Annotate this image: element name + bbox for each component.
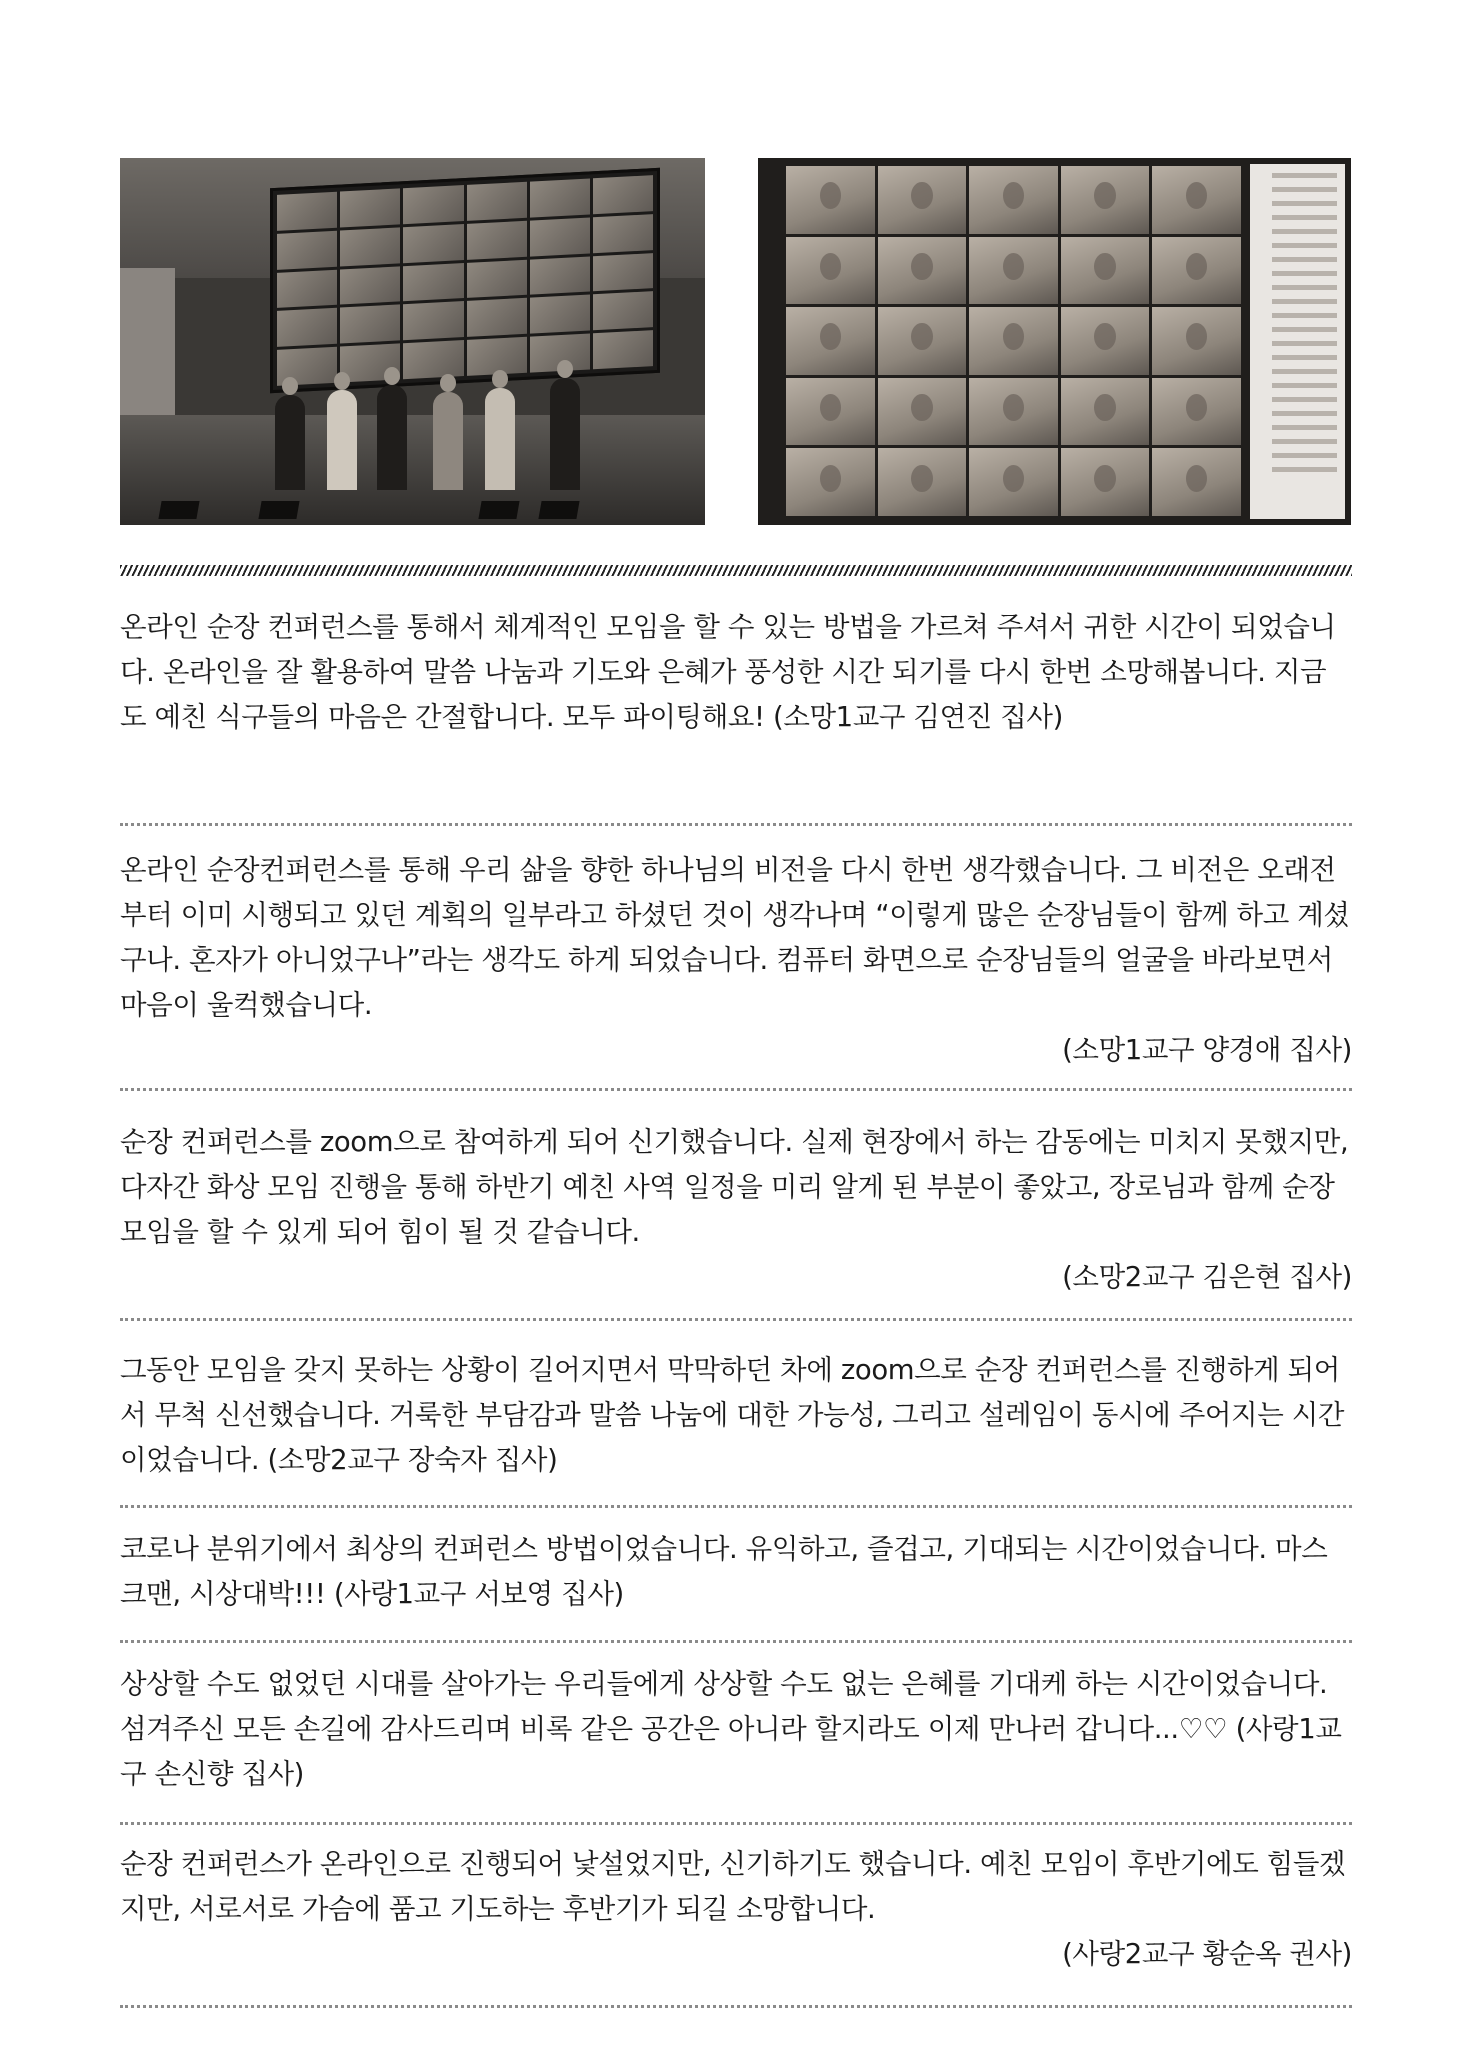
testimonial-text: 순장 컨퍼런스를 zoom으로 참여하게 되어 신기했습니다. 실제 현장에서 하는 감동에는 미치지 못했지만, 다자간 화상 모임 진행을 통해 하반기 예친 사역 일정을 미리 알게 된 부분이 좋았고, 장로님과 함께 순장 모임을 할 수 있게 되어 힘이 될 것 같습니다. <box>120 1126 1349 1248</box>
testimonial-text: 온라인 순장 컨퍼런스를 통해서 체계적인 모임을 할 수 있는 방법을 가르쳐 주셔서 귀한 시간이 되었습니다. 온라인을 잘 활용하여 말씀 나눔과 기도와 은혜가 풍성한 시간 되기를 다시 한번 소망해봅니다. 지금도 예친 식구들의 마음은 간절합니다. 모두 파이팅해요! (소망1교구 김연진 집사) <box>120 611 1336 733</box>
testimonial-attribution: (사랑2교구 황순옥 권사) <box>1062 1938 1352 1970</box>
zoom-photo <box>758 158 1351 525</box>
testimonial-text: 순장 컨퍼런스가 온라인으로 진행되어 낯설었지만, 신기하기도 했습니다. 예친 모임이 후반기에도 힘들겠지만, 서로서로 가슴에 품고 기도하는 후반기가 되길 소망합니다. <box>120 1848 1346 1925</box>
dotted-divider <box>120 1088 1352 1091</box>
stage-photo <box>120 158 705 525</box>
testimonial-text: 상상할 수도 없었던 시대를 살아가는 우리들에게 상상할 수도 없는 은혜를 기대케 하는 시간이었습니다. 섬겨주신 모든 손길에 감사드리며 비록 같은 공간은 아니라 할지라도 이제 만나러 갑니다...♡♡ (사랑1교구 손신향 집사) <box>120 1668 1342 1790</box>
testimonial-7 <box>120 1842 1352 1977</box>
testimonial-attribution: (소망1교구 양경애 집사) <box>1062 1034 1352 1066</box>
dotted-divider <box>120 1505 1352 1508</box>
people-on-stage <box>265 360 605 490</box>
testimonial-text: 온라인 순장컨퍼런스를 통해 우리 삶을 향한 하나님의 비전을 다시 한번 생각했습니다. 그 비전은 오래전부터 이미 시행되고 있던 계획의 일부라고 하셨던 것이 생각나며 “이렇게 많은 순장님들이 함께 하고 계셨구나. 혼자가 아니었구나”라는 생각도 하게 되었습니다. 컴퓨터 화면으로 순장님들의 얼굴을 바라보면서 마음이 울컥했습니다. <box>120 854 1350 1021</box>
testimonial-2 <box>120 848 1352 1073</box>
dotted-divider <box>120 2005 1352 2008</box>
dotted-divider <box>120 1640 1352 1643</box>
zoom-participants-panel <box>1250 164 1345 519</box>
dotted-divider <box>120 1318 1352 1321</box>
testimonial-text: 그동안 모임을 갖지 못하는 상황이 길어지면서 막막하던 차에 zoom으로 순장 컨퍼런스를 진행하게 되어서 무척 신선했습니다. 거룩한 부담감과 말씀 나눔에 대한 가능성, 그리고 설레임이 동시에 주어지는 시간이었습니다. (소망2교구 장숙자 집사) <box>120 1354 1345 1476</box>
testimonial-6 <box>120 1662 1352 1797</box>
testimonial-4 <box>120 1348 1352 1483</box>
hatched-divider <box>120 565 1352 576</box>
dotted-divider <box>120 823 1352 826</box>
testimonial-text: 코로나 분위기에서 최상의 컨퍼런스 방법이었습니다. 유익하고, 즐겁고, 기대되는 시간이었습니다. 마스크맨, 시상대박!!! (사랑1교구 서보영 집사) <box>120 1533 1328 1610</box>
testimonial-5 <box>120 1527 1352 1617</box>
testimonial-3 <box>120 1120 1352 1300</box>
testimonial-attribution: (소망2교구 김은현 집사) <box>1062 1261 1352 1293</box>
zoom-gallery <box>786 166 1241 516</box>
dotted-divider <box>120 1822 1352 1825</box>
testimonial-1 <box>120 605 1352 740</box>
